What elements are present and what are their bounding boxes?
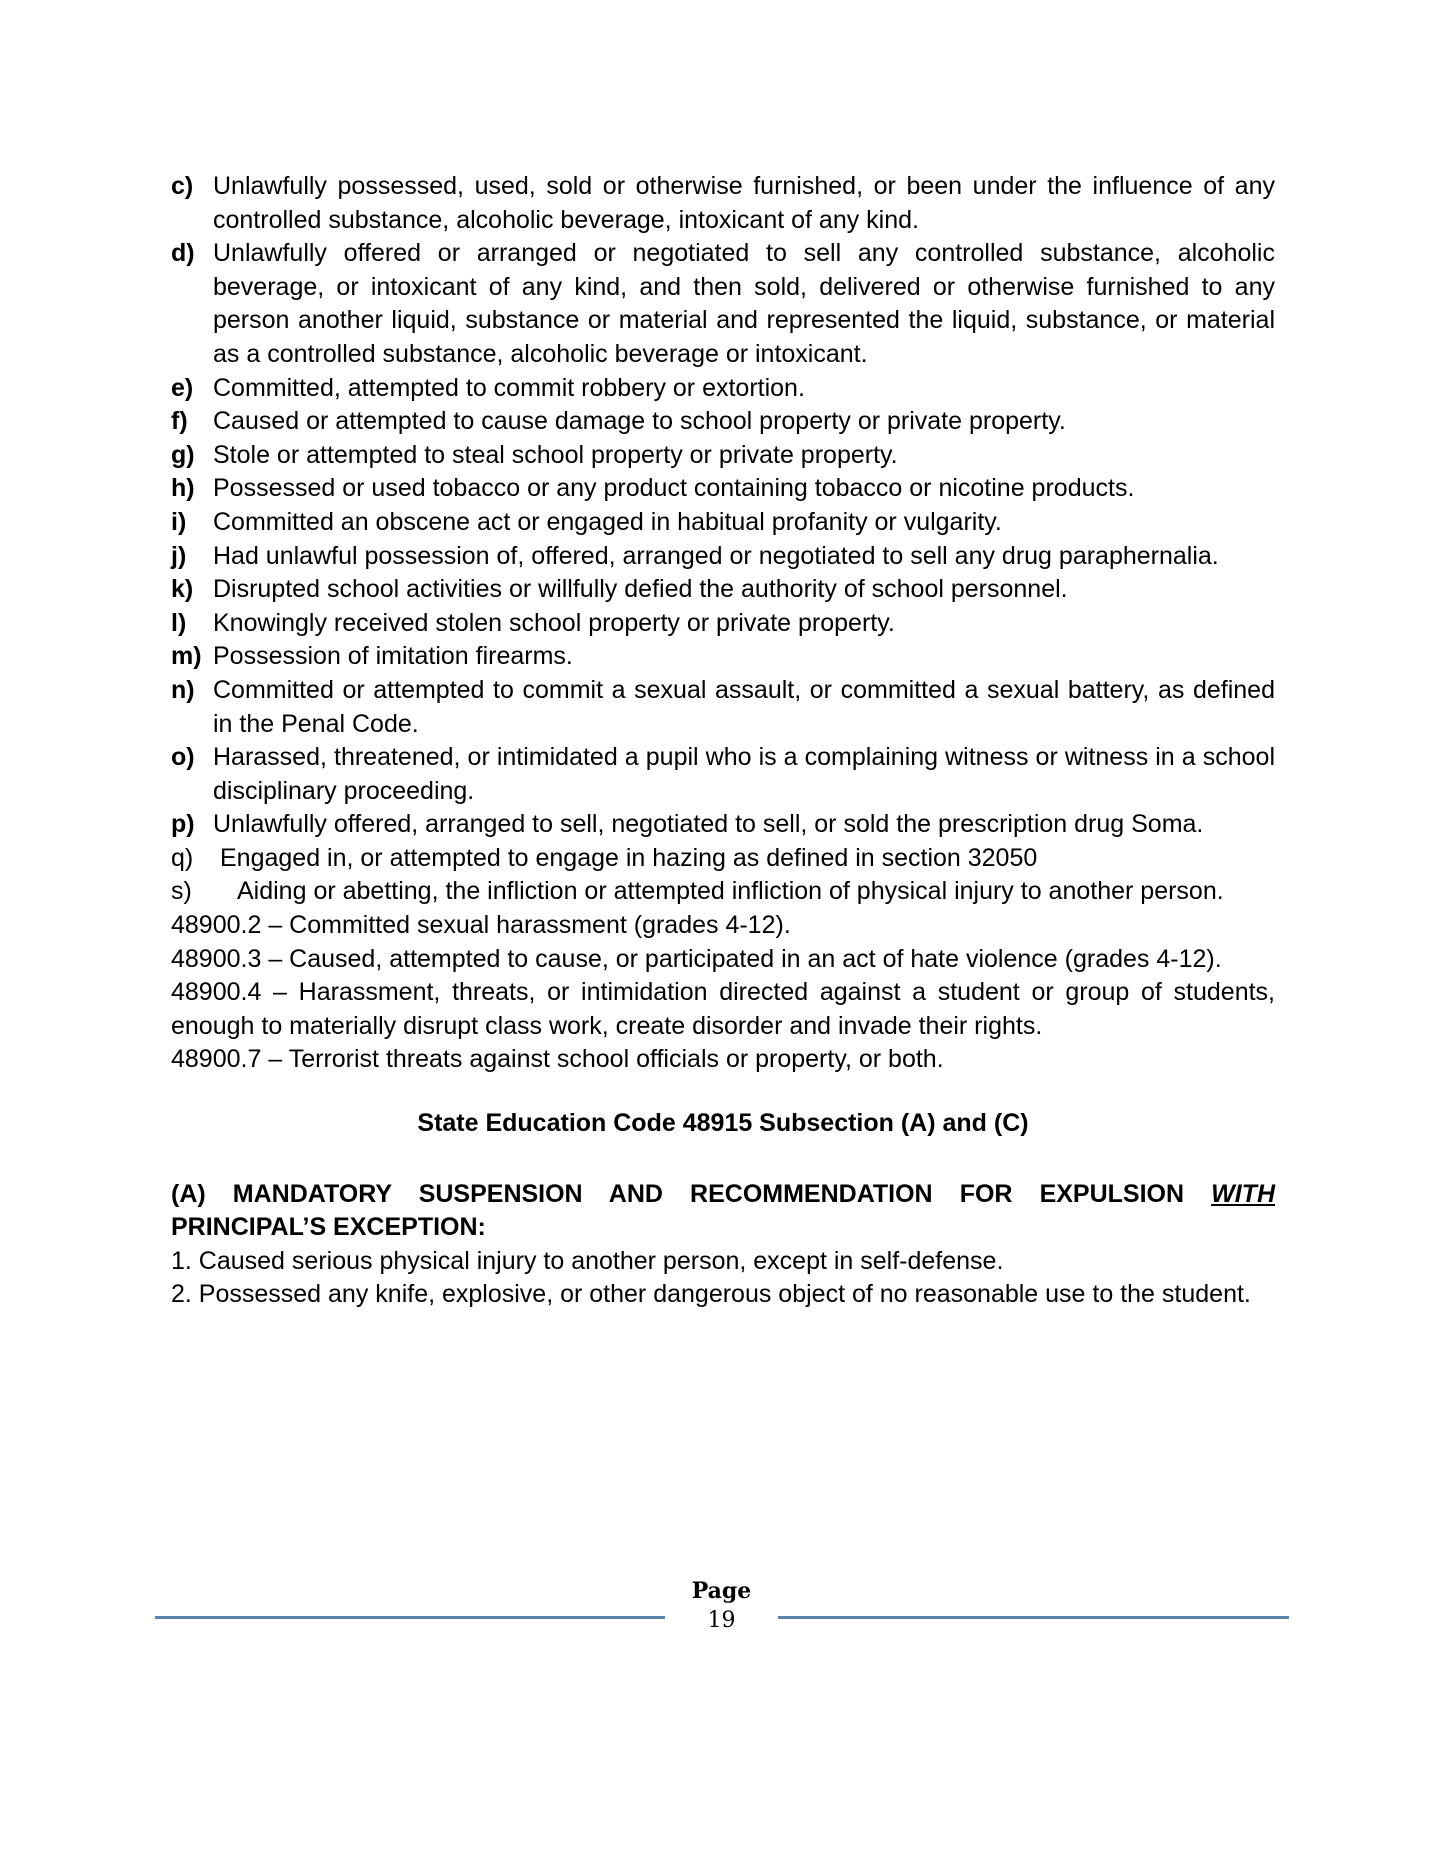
item-text: Aiding or abetting, the infliction or attempted infliction of physical injury to another person.: [237, 877, 1224, 906]
item-label: e): [171, 373, 194, 402]
code-entry: 48900.2 – Committed sexual harassment (grades 4-12).: [171, 911, 791, 940]
list-item: [171, 540, 1275, 574]
list-item: [171, 640, 1275, 674]
list-item: [171, 372, 1275, 406]
item-text: Stole or attempted to steal school property or private property.: [213, 440, 898, 469]
item-label: h): [171, 474, 195, 503]
page-number: 19: [707, 1608, 736, 1633]
list-item: [171, 607, 1275, 641]
item-text: Committed, attempted to commit robbery or extortion.: [213, 373, 805, 402]
list-item: [171, 808, 1275, 842]
violation-list: [171, 170, 1275, 909]
item-label: f): [171, 407, 188, 436]
list-item: [171, 573, 1275, 607]
page-footer: [0, 1576, 1440, 1636]
item-text: Knowingly received stolen school property or private property.: [213, 608, 895, 637]
item-text: Engaged in, or attempted to engage in hazing as defined in section 32050: [220, 843, 1038, 872]
item-text: Unlawfully offered, arranged to sell, negotiated to sell, or sold the prescription drug Soma.: [213, 810, 1204, 839]
page-number-block: [665, 1576, 778, 1636]
section-title: State Education Code 48915 Subsection (A) and (C): [417, 1109, 1029, 1138]
item-text: Possessed or used tobacco or any product containing tobacco or nicotine products.: [213, 474, 1135, 503]
item-text: Unlawfully offered or arranged or negotiated to sell any controlled substance, alcoholic beverage, or intoxicant of any kind, and then sold, delivered or otherwise furnished to any person another liquid, substance or material and represented the liquid, substance, or material as a controlled substance, alcoholic beverage or intoxicant.: [213, 239, 1275, 368]
item-text: Disrupted school activities or willfully defied the authority of school personnel.: [213, 575, 1068, 604]
page-label: Page: [691, 1578, 752, 1604]
heading-prefix: (A) MANDATORY SUSPENSION AND RECOMMENDATION FOR EXPULSION: [171, 1179, 1212, 1208]
subsection-a-point: 1. Caused serious physical injury to another person, except in self-defense.: [171, 1246, 1004, 1275]
item-label: k): [171, 575, 194, 604]
item-text: Committed an obscene act or engaged in habitual profanity or vulgarity.: [213, 507, 1002, 536]
list-item: [171, 405, 1275, 439]
heading-suffix: PRINCIPAL’S EXCEPTION:: [171, 1213, 486, 1242]
list-item-s: [171, 875, 1275, 909]
list-item-q: [171, 842, 1275, 876]
item-text: Committed or attempted to commit a sexual assault, or committed a sexual battery, as defined in the Penal Code.: [213, 675, 1275, 738]
subsection-a-point: 2. Possessed any knife, explosive, or other dangerous object of no reasonable use to the student.: [171, 1280, 1251, 1309]
item-text: Unlawfully possessed, used, sold or otherwise furnished, or been under the influence of any controlled substance, alcoholic beverage, intoxicant of any kind.: [213, 172, 1275, 234]
item-label: l): [171, 608, 187, 637]
list-item: [171, 741, 1275, 808]
item-label: i): [171, 507, 187, 536]
education-code-list: [171, 909, 1275, 1077]
heading-emphasis: WITH: [1211, 1179, 1275, 1208]
item-label: o): [171, 743, 195, 772]
item-label: j): [171, 541, 187, 570]
list-item: [171, 472, 1275, 506]
item-label: c): [171, 172, 194, 200]
item-label: s): [171, 877, 192, 906]
item-label: p): [171, 810, 195, 839]
footer-rule-right: [778, 1616, 1289, 1619]
document-body: [171, 170, 1275, 1312]
list-item: [171, 674, 1275, 741]
list-item: [171, 439, 1275, 473]
item-text: Had unlawful possession of, offered, arranged or negotiated to sell any drug paraphernalia.: [213, 541, 1219, 570]
subsection-a-heading: [171, 1178, 1275, 1245]
code-entry: 48900.3 – Caused, attempted to cause, or participated in an act of hate violence (grades 4-12).: [171, 944, 1222, 973]
list-item: [171, 237, 1275, 371]
list-item: [171, 170, 1275, 237]
item-label: q): [171, 843, 194, 872]
code-entry: 48900.4 – Harassment, threats, or intimidation directed against a student or group of students, enough to materially disrupt class work, create disorder and invade their rights.: [171, 978, 1275, 1040]
list-item: [171, 506, 1275, 540]
item-text: Caused or attempted to cause damage to school property or private property.: [213, 407, 1066, 436]
code-entry: 48900.7 – Terrorist threats against school officials or property, or both.: [171, 1045, 944, 1074]
item-label: g): [171, 440, 195, 469]
item-label: n): [171, 675, 195, 704]
item-label: d): [171, 239, 195, 268]
item-label: m): [171, 642, 202, 671]
item-text: Possession of imitation firearms.: [213, 642, 573, 671]
item-text: Harassed, threatened, or intimidated a pupil who is a complaining witness or witness in a school disciplinary proceeding.: [213, 743, 1275, 805]
footer-rule-left: [155, 1616, 665, 1619]
